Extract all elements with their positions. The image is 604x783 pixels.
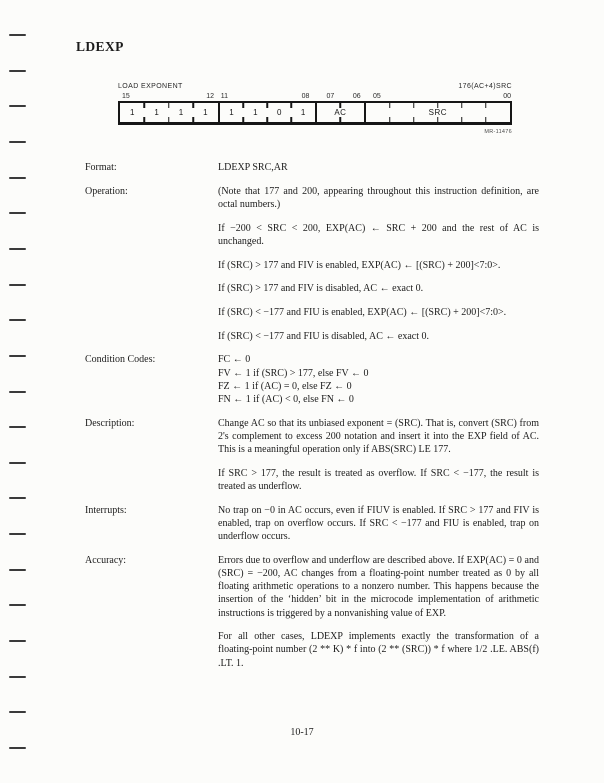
paragraph: No trap on −0 in AC occurs, even if FIUV is enabled. If SRC > 177 and FIV is enabled, trap on overflow occurs. If SRC < −177 and FIU is enabled, trap on underflow occurs. [218,504,539,543]
code-line: FV ← 1 if (SRC) > 177, else FV ← 0 [218,367,369,379]
bit-tick [485,117,487,122]
bit-position-label: 00 [503,93,511,100]
paragraph: For all other cases, LDEXP implements exactly the transformation of a floating-point number (2 ** K) * f into (2 ** (SRC)) * f where 1/2 .LE. ABS(f) .LT. 1. [218,631,539,669]
paragraph: If (SRC) > 177 and FIV is enabled, EXP(AC) ← [(SRC) + 200]<7:0>. [218,259,501,271]
paragraph: If −200 < SRC < 200, EXP(AC) ← SRC + 200 and the rest of AC is unchanged. [218,222,539,247]
section-label: Condition Codes: [85,354,156,366]
binder-mark [9,212,26,214]
bit-value: 1 [178,108,184,117]
bit-tick [389,117,391,122]
bit-group [120,103,218,122]
bit-tick [144,103,146,108]
binder-mark [9,319,26,321]
binder-mark [9,676,26,678]
sections [85,161,539,680]
binder-mark [9,711,26,713]
bit-tick [267,103,269,108]
field-label: SRC [428,108,448,117]
section-body [218,185,539,343]
paragraph: Errors due to overflow and underflow are described above. If EXP(AC) = 0 and (SRC) = −200, AC changes from a floating-point number treated as 0 by all floating arithmetic operations to a nonzero number. This happens because the insertion of the ‘hidden’ bit in the microcode implementation of arithmetic instructions is triggered by a nonvanishing value of EXP. [218,554,539,619]
bit-tick [192,117,194,122]
bit-position-label: 08 [301,93,310,100]
paragraph: LDEXP SRC,AR [218,162,288,173]
paragraph: If (SRC) < −177 and FIU is enabled, EXP(AC) ← [(SRC) + 200]<7:0>. [218,306,507,318]
bit-tick [413,117,415,122]
section-label: Format: [85,162,117,173]
bit-tick [485,103,487,108]
bit-value: 1 [203,108,208,117]
bit-tick [340,117,342,122]
bit-tick [192,103,194,108]
section-label: Operation: [85,185,128,197]
bit-tick [437,103,439,108]
code-line: FN ← 1 if (AC) < 0, else FN ← 0 [218,393,354,405]
bit-value: 1 [129,108,135,117]
paragraph: If SRC > 177, the result is treated as overflow. If SRC < −177, the result is treated as underflow. [218,467,539,492]
binder-mark [9,569,26,571]
binder-mark [9,284,26,286]
bit-position-label: 06 [352,93,361,100]
bit-tick [389,103,391,108]
figure-reference: MR-11476 [484,129,512,135]
bit-tick [168,103,170,108]
section-row [85,185,539,343]
bit-tick [340,103,342,108]
section-row [85,161,539,174]
binder-mark [9,640,26,642]
bit-position-label: 15 [122,93,130,100]
binder-mark [9,34,26,36]
page-number: 10-17 [290,727,314,738]
binder-mark [9,747,26,749]
binder-mark [9,141,26,143]
bit-value: 1 [154,108,159,117]
code-line: FC ← 0 [218,354,251,366]
instruction-name-label: LOAD EXPONENT [118,83,183,90]
binder-mark [9,462,26,464]
bit-position-label: 07 [326,93,335,100]
bit-tick [461,103,463,108]
field-label: AC [334,108,347,117]
section-body [218,353,539,406]
bit-tick [461,117,463,122]
bit-value: 1 [253,108,258,117]
paragraph: If (SRC) > 177 and FIV is disabled, AC ← exact 0. [218,283,424,295]
paragraph: (Note that 177 and 200, appearing throughout this instruction definition, are octal numbers.) [218,185,539,210]
instruction-word-diagram [118,83,512,135]
bit-group [364,103,510,122]
binder-mark [9,248,26,250]
paragraph: Change AC so that its unbiased exponent = (SRC). That is, convert (SRC) from 2's complement to excess 200 notation and insert it into the EXP field of AC. This is a meaningful operation only if ABS(SRC) LE 177. [218,417,539,456]
section-label: Accuracy: [85,554,127,566]
opcode-label: 176(AC+4)SRC [458,83,512,90]
section-body [218,554,539,670]
section-label: Description: [85,417,135,429]
bit-position-label: 12 [206,93,215,100]
section-label: Interrupts: [85,504,127,516]
bit-tick [413,103,415,108]
section-row [85,417,539,494]
bit-position-label: 05 [372,93,381,100]
section-row [85,554,539,670]
bit-labels-row [118,90,512,100]
bit-value: 0 [276,108,282,117]
bit-position-label: 11 [220,93,229,100]
section-body [218,161,539,174]
section-row [85,504,539,544]
binder-mark [9,426,26,428]
bit-tick [290,103,292,108]
binder-mark [9,177,26,179]
binder-mark [9,604,26,606]
binder-mark [9,105,26,107]
binder-mark [9,533,26,535]
bit-value: 1 [300,108,306,117]
bit-tick [243,103,245,108]
bit-tick [290,117,292,122]
binder-mark [9,391,26,393]
bit-tick [243,117,245,122]
binder-mark [9,70,26,72]
section-body [218,504,539,544]
paragraph: If (SRC) < −177 and FIU is disabled, AC ← exact 0. [218,330,429,342]
bit-group [218,103,316,122]
page-title: LDEXP [76,39,124,54]
code-line: FZ ← 1 if (AC) = 0, else FZ ← 0 [218,380,352,392]
bit-value: 1 [229,108,234,117]
section-row [85,353,539,406]
section-body [218,417,539,494]
bit-tick [168,117,170,122]
bit-group [315,103,364,122]
bit-tick [437,117,439,122]
bit-tick [267,117,269,122]
diagram-header [118,83,512,90]
bit-tick [144,117,146,122]
register-box [118,101,512,125]
binder-mark [9,355,26,357]
binder-mark [9,497,26,499]
